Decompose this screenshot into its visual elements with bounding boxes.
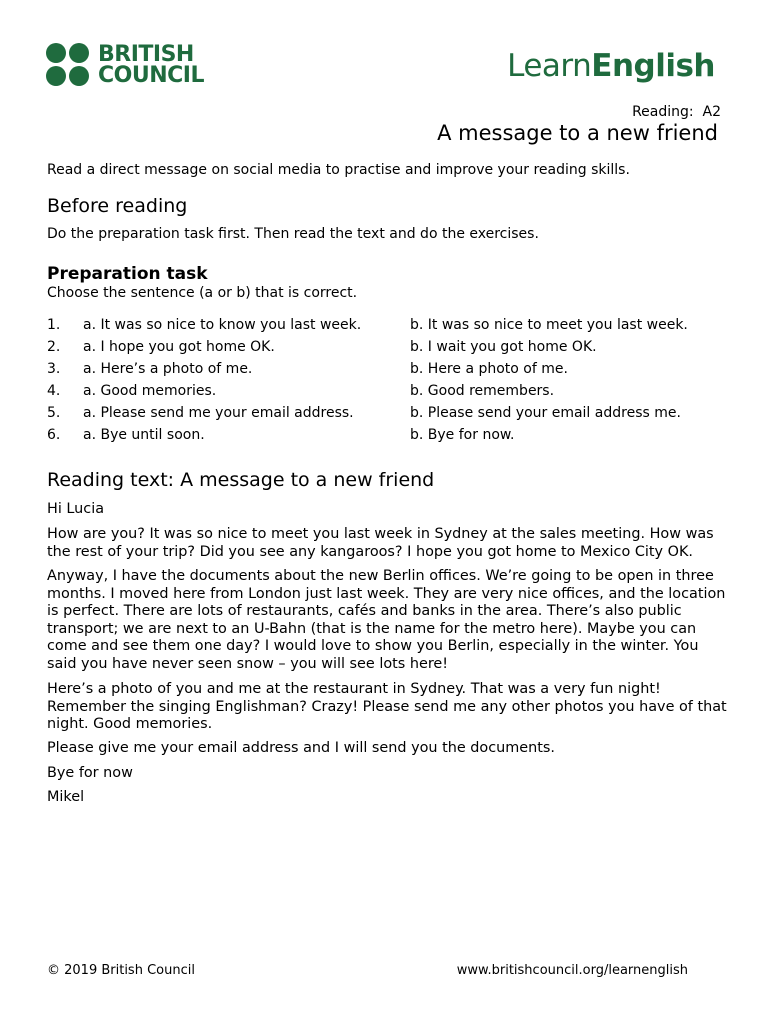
task-item [47,380,727,402]
reading-paragraph-4: Please give me your email address and I will send you the documents. [47,740,555,756]
task-option-a: a. It was so nice to know you last week. [83,317,362,333]
task-item [47,424,727,446]
task-option-b: b. Here a photo of me. [410,361,568,377]
task-number: 2. [47,339,61,355]
task-option-a: a. Bye until soon. [83,427,205,443]
reading-signature: Mikel [47,789,85,805]
page-title: A message to a new friend [437,121,718,145]
reading-paragraph-3: Here’s a photo of you and me at the restaurant in Sydney. That was a very fun night! Remember the singing Englishman? Crazy! Please send me any other photos you have of that night. Good memories. [47,681,727,732]
task-option-a: a. Here’s a photo of me. [83,361,253,377]
learnenglish-logo-english: English [591,48,715,84]
task-option-b: b. Please send your email address me. [410,405,681,421]
reading-text-heading: Reading text: A message to a new friend [47,469,435,491]
footer-url: www.britishcouncil.org/learnenglish [456,963,688,978]
preparation-instruction: Choose the sentence (a or b) that is correct. [47,285,358,301]
task-option-b: b. Bye for now. [410,427,515,443]
task-option-a: a. Please send me your email address. [83,405,354,421]
reading-paragraph-1: How are you? It was so nice to meet you last week in Sydney at the sales meeting. How was the rest of your trip? Did you see any kangaroos? I hope you got home to Mexico City OK. [47,526,714,560]
task-item [47,336,727,358]
british-council-dots-icon [46,43,89,86]
brand-line-1: BRITISH [98,41,194,67]
learnenglish-logo [507,48,715,84]
footer-copyright: © 2019 British Council [47,963,195,978]
task-number: 1. [47,317,61,333]
task-item [47,314,727,336]
level-label: Reading: A2 [632,104,721,120]
preparation-task-heading: Preparation task [47,264,208,284]
brand-line-2: COUNCIL [98,62,204,88]
task-option-b: b. I wait you got home OK. [410,339,597,355]
task-item [47,402,727,424]
before-reading-text: Do the preparation task first. Then read the text and do the exercises. [47,226,539,242]
british-council-logo [46,43,204,86]
task-option-a: a. I hope you got home OK. [83,339,275,355]
task-number: 4. [47,383,61,399]
reading-greeting: Hi Lucia [47,501,105,517]
task-number: 5. [47,405,61,421]
task-option-b: b. It was so nice to meet you last week. [410,317,688,333]
learnenglish-logo-learn: Learn [507,48,592,84]
task-option-a: a. Good memories. [83,383,217,399]
reading-paragraph-2: Anyway, I have the documents about the new Berlin offices. We’re going to be open in three months. I moved here from London just last week. They are very nice offices, and the location is perfect. There are lots of restaurants, cafés and banks in the area. There’s also public transport; we are next to an U-Bahn (that is the name for the metro here). Maybe you can come and see them one day? I would love to show you Berlin, especially in the winter. You said you have never seen snow – you will see lots here! [47,568,726,672]
task-option-b: b. Good remembers. [410,383,555,399]
intro-text: Read a direct message on social media to practise and improve your reading skills. [47,162,630,178]
task-number: 6. [47,427,61,443]
task-item [47,358,727,380]
preparation-task-list [47,314,727,446]
reading-signoff: Bye for now [47,765,133,781]
before-reading-heading: Before reading [47,195,188,217]
task-number: 3. [47,361,61,377]
